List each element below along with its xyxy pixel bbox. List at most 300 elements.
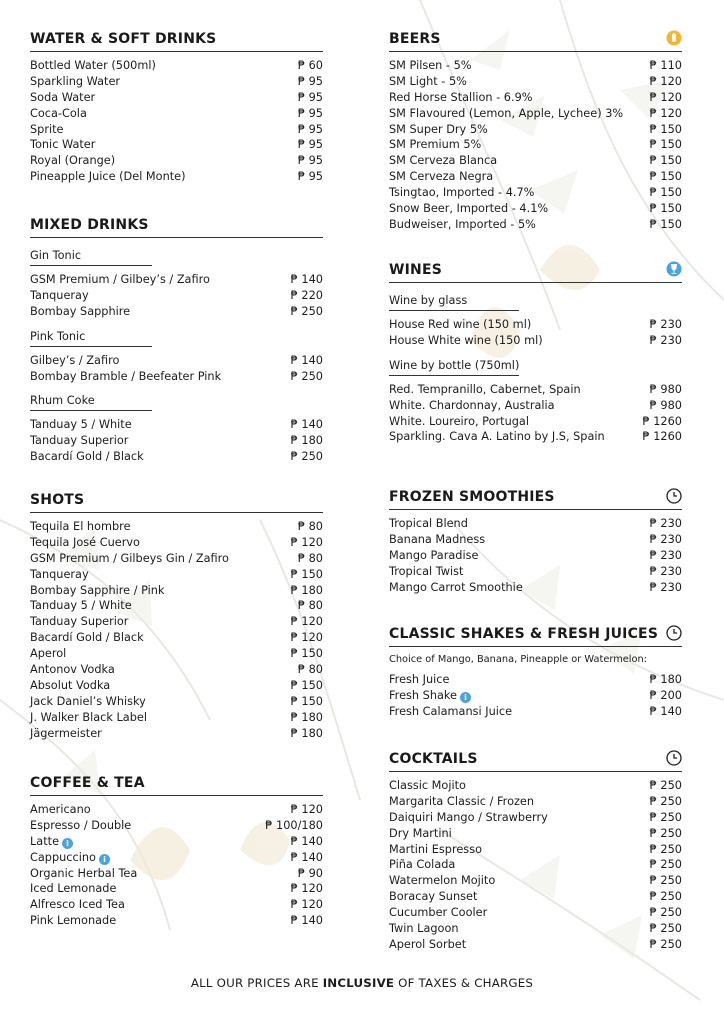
menu-item-name <box>30 567 89 583</box>
menu-item <box>30 710 323 726</box>
menu-item <box>389 889 682 905</box>
menu-item-name <box>389 794 534 810</box>
menu-item-name <box>389 580 523 596</box>
menu-item-name <box>30 818 131 834</box>
menu-item-name-text: Tanduay Superior <box>30 615 129 629</box>
menu-item-price: ₱ 95 <box>297 170 323 184</box>
menu-item-name <box>389 153 497 169</box>
menu-item-price: ₱ 120 <box>290 803 323 816</box>
menu-item-price: ₱ 1260 <box>642 430 682 444</box>
menu-item-name-text: Red Horse Stallion - 6.9% <box>389 90 533 104</box>
menu-item-name <box>30 913 116 929</box>
group-spacer <box>389 445 682 450</box>
menu-item-name <box>30 153 115 169</box>
menu-item-name <box>389 889 477 905</box>
menu-item-price: ₱ 250 <box>649 779 682 792</box>
group-spacer <box>30 465 323 470</box>
section-title <box>389 261 682 279</box>
menu-item-name-text: Cucumber Cooler <box>389 906 488 920</box>
menu-item-name <box>30 866 137 882</box>
menu-item <box>30 417 323 433</box>
menu-item-name <box>30 834 73 850</box>
info-icon: i <box>99 854 110 865</box>
menu-item-name <box>30 726 102 742</box>
info-icon: i <box>62 838 73 849</box>
section-divider <box>30 795 323 796</box>
menu-item-price: ₱ 180 <box>290 434 323 448</box>
menu-item-name-text: Bottled Water (500ml) <box>30 59 156 72</box>
menu-item <box>30 122 323 138</box>
menu-item-price: ₱ 1260 <box>642 414 682 428</box>
menu-item-name <box>389 516 468 532</box>
menu-item <box>389 688 682 704</box>
menu-item-name <box>30 74 120 90</box>
menu-item-price: ₱ 100/180 <box>265 818 323 832</box>
clock-icon <box>666 625 682 641</box>
menu-item-price: ₱ 150 <box>290 694 323 708</box>
menu-item <box>30 897 323 913</box>
menu-item-name-text: Tequila José Cuervo <box>30 535 140 549</box>
item-list <box>30 802 323 929</box>
menu-item-price: ₱ 150 <box>649 154 682 168</box>
menu-item-name <box>389 810 548 826</box>
menu-item <box>30 58 323 74</box>
menu-item-name-text: Fresh Juice <box>389 673 450 686</box>
section-divider <box>389 646 682 647</box>
section-divider <box>30 237 323 238</box>
menu-item <box>30 551 323 567</box>
menu-item-name <box>30 897 125 913</box>
subgroup-header <box>389 289 682 311</box>
menu-item-name <box>30 169 186 185</box>
menu-item-price: ₱ 95 <box>297 138 323 152</box>
menu-item-price: ₱ 250 <box>649 842 682 856</box>
grouped-item-list <box>389 289 682 450</box>
menu-item <box>30 630 323 646</box>
section-divider <box>389 282 682 283</box>
menu-item-price: ₱ 140 <box>290 834 323 848</box>
menu-item-name-text: J. Walker Black Label <box>30 710 147 724</box>
subgroup-label: Rhum Coke <box>30 394 95 408</box>
menu-item-price: ₱ 150 <box>649 122 682 136</box>
menu-item-price: ₱ 120 <box>649 74 682 88</box>
menu-item <box>389 937 682 953</box>
subgroup-label: Pink Tonic <box>30 329 86 343</box>
menu-item <box>389 672 682 688</box>
menu-item-name-text: Tanqueray <box>30 288 89 302</box>
menu-item-name-text: Tropical Blend <box>389 517 468 530</box>
menu-item-price: ₱ 250 <box>649 937 682 951</box>
menu-item-name <box>389 74 467 90</box>
menu-item-name-text: Absolut Vodka <box>30 678 111 692</box>
menu-item-name-text: White. Loureiro, Portugal <box>389 414 529 428</box>
menu-item <box>30 272 323 288</box>
menu-item <box>389 921 682 937</box>
menu-item-price: ₱ 180 <box>290 726 323 740</box>
menu-item-name <box>30 90 95 106</box>
menu-item <box>389 429 682 445</box>
menu-item-price: ₱ 150 <box>290 647 323 661</box>
menu-item-price: ₱ 230 <box>649 564 682 578</box>
menu-item <box>30 866 323 882</box>
menu-item-name <box>389 58 472 74</box>
menu-item-name-text: Margarita Classic / Frozen <box>389 794 535 808</box>
menu-item-price: ₱ 180 <box>290 583 323 597</box>
menu-item-price: ₱ 140 <box>290 353 323 367</box>
menu-item-price: ₱ 140 <box>290 273 323 286</box>
menu-item-name <box>30 272 210 288</box>
menu-item-name <box>389 169 493 185</box>
menu-item-price: ₱ 140 <box>290 850 323 864</box>
subgroup-header <box>389 354 682 376</box>
menu-item <box>389 905 682 921</box>
menu-item-name <box>389 672 449 688</box>
menu-item-price: ₱ 120 <box>290 535 323 549</box>
menu-item <box>30 881 323 897</box>
menu-item-price: ₱ 140 <box>290 914 323 928</box>
section-title-text: CLASSIC SHAKES & FRESH JUICES <box>389 626 659 642</box>
item-list <box>389 58 682 233</box>
menu-item-price: ₱ 95 <box>297 74 323 88</box>
menu-item-price: ₱ 250 <box>290 369 323 383</box>
menu-item-name-text: Pineapple Juice (Del Monte) <box>30 170 186 184</box>
menu-item-name <box>389 873 495 889</box>
water-soft-drinks-section <box>30 30 323 185</box>
menu-item-name <box>389 106 623 122</box>
menu-item <box>389 169 682 185</box>
menu-item <box>30 137 323 153</box>
menu-item-name <box>389 201 548 217</box>
menu-item <box>30 802 323 818</box>
section-divider <box>389 509 682 510</box>
menu-item <box>30 353 323 369</box>
menu-item-name <box>30 802 91 818</box>
menu-item-price: ₱ 80 <box>297 599 323 613</box>
menu-item-name <box>30 519 131 535</box>
menu-item-name <box>389 90 533 106</box>
menu-item-price: ₱ 140 <box>649 704 682 718</box>
clock-icon <box>666 488 682 504</box>
menu-item <box>389 842 682 858</box>
menu-item-name-text: House White wine (150 ml) <box>389 333 543 347</box>
menu-item-price: ₱ 230 <box>649 517 682 530</box>
menu-item-price: ₱ 150 <box>649 186 682 200</box>
menu-item-name-text: SM Premium 5% <box>389 138 482 152</box>
menu-item-name-text: White. Chardonnay, Australia <box>389 398 555 412</box>
item-list <box>30 519 323 741</box>
section-title <box>389 750 682 768</box>
menu-item-price: ₱ 250 <box>649 874 682 888</box>
menu-item <box>30 818 323 834</box>
menu-item-name-text: Fresh Calamansi Juice <box>389 704 513 718</box>
menu-item <box>389 398 682 414</box>
menu-item-name-text: Tequila El hombre <box>30 520 131 533</box>
menu-item-price: ₱ 150 <box>649 217 682 231</box>
menu-item-name <box>389 185 534 201</box>
menu-item-name <box>389 217 536 233</box>
menu-item-name-text: Bombay Sapphire <box>30 304 131 318</box>
menu-item-price: ₱ 80 <box>297 520 323 533</box>
menu-item <box>30 662 323 678</box>
menu-item-price: ₱ 250 <box>649 794 682 808</box>
menu-item-name <box>30 551 229 567</box>
menu-item <box>389 414 682 430</box>
menu-item-name <box>389 548 478 564</box>
menu-item-name-text: Soda Water <box>30 90 96 104</box>
shakes-juices-section <box>389 625 682 720</box>
menu-item-name <box>30 288 89 304</box>
menu-item <box>30 913 323 929</box>
menu-item <box>389 810 682 826</box>
info-icon: i <box>460 692 471 703</box>
mixed-drinks-section <box>30 216 323 470</box>
menu-item-name-text: Iced Lemonade <box>30 882 117 896</box>
menu-item <box>30 433 323 449</box>
menu-item-name-text: Espresso / Double <box>30 818 132 832</box>
menu-item-name-text: House Red wine (150 ml) <box>389 318 532 331</box>
menu-item-name <box>30 106 87 122</box>
menu-item <box>389 185 682 201</box>
menu-item <box>389 74 682 90</box>
menu-item-name <box>30 598 132 614</box>
menu-item-name-text: Budweiser, Imported - 5% <box>389 217 536 231</box>
section-title-text: FROZEN SMOOTHIES <box>389 489 555 505</box>
menu-item <box>30 583 323 599</box>
menu-item <box>30 850 323 866</box>
menu-item-name <box>30 353 119 369</box>
menu-item <box>30 449 323 465</box>
menu-item-name <box>30 646 66 662</box>
menu-item-name <box>30 614 128 630</box>
menu-item-price: ₱ 110 <box>649 59 682 72</box>
menu-item <box>30 288 323 304</box>
menu-item-name-text: Mango Paradise <box>389 548 479 562</box>
footer-text-end: OF TAXES & CHARGES <box>394 976 534 990</box>
menu-item-name-text: Snow Beer, Imported - 4.1% <box>389 202 549 216</box>
menu-item-name-text: Daiquiri Mango / Strawberry <box>389 810 548 824</box>
menu-item-name-text: Boracay Sunset <box>389 890 478 904</box>
menu-item <box>389 333 682 349</box>
menu-item-price: ₱ 120 <box>649 90 682 104</box>
menu-item <box>389 106 682 122</box>
menu-item-price: ₱ 230 <box>649 333 682 347</box>
subgroup-divider <box>30 410 152 411</box>
menu-item-price: ₱ 95 <box>297 122 323 136</box>
menu-item-price: ₱ 250 <box>290 304 323 318</box>
subgroup-label: Gin Tonic <box>30 249 82 262</box>
menu-item-name-text: Tanduay Superior <box>30 434 129 448</box>
menu-item-price: ₱ 90 <box>297 866 323 880</box>
menu-item-name <box>389 842 482 858</box>
menu-item-price: ₱ 150 <box>649 170 682 184</box>
menu-item-name <box>389 137 481 153</box>
menu-item-price: ₱ 230 <box>649 580 682 594</box>
menu-item-price: ₱ 230 <box>649 548 682 562</box>
menu-item <box>389 382 682 398</box>
menu-item-name-text: Piña Colada <box>389 858 456 872</box>
menu-item-name-text: SM Light - 5% <box>389 74 467 88</box>
menu-item-name <box>389 122 488 138</box>
section-title: SHOTS <box>30 492 85 508</box>
section-title-text: WINES <box>389 262 443 278</box>
menu-item-name <box>30 137 95 153</box>
menu-item <box>389 794 682 810</box>
menu-item <box>389 153 682 169</box>
menu-item-name-text: Sprite <box>30 122 64 136</box>
menu-item <box>389 580 682 596</box>
menu-item-name-text: Bacardí Gold / Black <box>30 631 144 645</box>
menu-item-name-text: Coca-Cola <box>30 106 87 120</box>
menu-item <box>30 646 323 662</box>
menu-item-name <box>30 662 115 678</box>
menu-item <box>30 369 323 385</box>
menu-item-name <box>30 535 140 551</box>
menu-item <box>30 834 323 850</box>
wines-section <box>389 261 682 450</box>
menu-item-price: ₱ 140 <box>290 418 323 432</box>
item-list <box>389 516 682 595</box>
menu-item <box>30 598 323 614</box>
menu-item-price: ₱ 120 <box>290 882 323 896</box>
subgroup-divider <box>389 310 519 311</box>
section-title <box>389 625 682 643</box>
menu-item-name <box>389 317 531 333</box>
menu-item-name <box>30 417 132 433</box>
menu-item-name-text: Jägermeister <box>30 726 102 740</box>
item-list <box>30 58 323 185</box>
menu-item-name-text: SM Flavoured (Lemon, Apple, Lychee) 3% <box>389 106 624 120</box>
menu-item <box>389 90 682 106</box>
menu-item <box>30 678 323 694</box>
menu-item-name-text: Tanduay 5 / White <box>30 599 132 613</box>
menu-item-price: ₱ 120 <box>290 898 323 912</box>
clock-icon <box>666 750 682 766</box>
section-title-text: COCKTAILS <box>389 751 478 767</box>
subgroup-header <box>30 389 323 411</box>
menu-item-price: ₱ 95 <box>297 154 323 168</box>
menu-item <box>30 90 323 106</box>
menu-item-price: ₱ 120 <box>649 106 682 120</box>
menu-item <box>389 201 682 217</box>
section-title <box>389 488 682 506</box>
menu-item-price: ₱ 250 <box>649 826 682 840</box>
menu-item-name-text: Banana Madness <box>389 532 486 546</box>
menu-item <box>389 58 682 74</box>
menu-item-name-text: SM Cerveza Negra <box>389 170 494 184</box>
menu-item-name-text: Watermelon Mojito <box>389 874 496 888</box>
menu-item-price: ₱ 250 <box>290 450 323 464</box>
menu-item-name <box>30 583 165 599</box>
menu-item-name <box>30 694 146 710</box>
menu-item-name <box>389 826 452 842</box>
menu-item <box>30 153 323 169</box>
menu-item-name <box>389 414 529 430</box>
section-divider <box>30 51 323 52</box>
item-list <box>389 672 682 720</box>
menu-item-price: ₱ 220 <box>290 288 323 302</box>
subgroup-label: Wine by bottle (750ml) <box>389 358 520 372</box>
menu-item-price: ₱ 150 <box>290 678 323 692</box>
menu-item <box>389 122 682 138</box>
menu-item-price: ₱ 150 <box>290 567 323 581</box>
subgroup-divider <box>30 265 152 266</box>
menu-item-name-text: Organic Herbal Tea <box>30 866 138 880</box>
menu-item-name <box>389 778 466 794</box>
menu-item-name-text: Bombay Sapphire / Pink <box>30 583 165 597</box>
menu-item-name-text: Tropical Twist <box>389 564 464 578</box>
menu-item <box>389 564 682 580</box>
menu-item-name-text: SM Cerveza Blanca <box>389 154 498 168</box>
menu-item-name-text: Latte <box>30 834 60 848</box>
section-divider <box>389 771 682 772</box>
menu-item-name-text: Cappuccino <box>30 850 96 864</box>
menu-item-name <box>389 688 471 704</box>
section-title: WATER & SOFT DRINKS <box>30 31 217 47</box>
menu-item-name <box>30 58 156 74</box>
cocktails-section <box>389 750 682 953</box>
menu-item-name-text: Jack Daniel’s Whisky <box>30 694 146 708</box>
menu-item-price: ₱ 180 <box>290 710 323 724</box>
menu-item <box>389 548 682 564</box>
menu-item <box>30 519 323 535</box>
menu-item <box>30 535 323 551</box>
menu-item <box>389 532 682 548</box>
menu-item-name <box>389 905 487 921</box>
menu-item <box>30 567 323 583</box>
menu-item-name <box>30 449 144 465</box>
menu-item-name-text: SM Pilsen - 5% <box>389 59 472 72</box>
menu-item-name <box>30 369 221 385</box>
section-divider <box>389 51 682 52</box>
menu-item-price: ₱ 60 <box>297 59 323 72</box>
section-title: COFFEE & TEA <box>30 775 145 791</box>
choice-note: Choice of Mango, Banana, Pineapple or Watermelon: <box>389 654 648 665</box>
footer-text-start: ALL OUR PRICES ARE <box>190 976 323 990</box>
menu-item-name <box>389 704 512 720</box>
menu-item-price: ₱ 180 <box>649 673 682 686</box>
menu-item-name <box>30 433 128 449</box>
menu-item-name-text: Tanqueray <box>30 567 89 581</box>
menu-item-name <box>389 857 455 873</box>
price-footer-note <box>0 976 724 990</box>
menu-item-price: ₱ 250 <box>649 858 682 872</box>
menu-item <box>389 873 682 889</box>
menu-item-name-text: Fresh Shake <box>389 688 458 702</box>
menu-item-name <box>389 398 555 414</box>
menu-item <box>30 694 323 710</box>
menu-item-name <box>389 429 605 445</box>
menu-item-name-text: Classic Mojito <box>389 779 466 792</box>
beers-section <box>389 30 682 233</box>
menu-item-name-text: Sparkling Water <box>30 74 121 88</box>
menu-item <box>389 778 682 794</box>
menu-item-price: ₱ 230 <box>649 532 682 546</box>
menu-item-name-text: Alfresco Iced Tea <box>30 898 125 912</box>
menu-item-name-text: Antonov Vodka <box>30 663 115 677</box>
menu-item-name-text: Tsingtao, Imported - 4.7% <box>389 186 535 200</box>
menu-item-name-text: Tanduay 5 / White <box>30 418 132 432</box>
menu-item-name-text: Aperol <box>30 647 67 661</box>
menu-item-price: ₱ 80 <box>297 551 323 565</box>
menu-item <box>389 137 682 153</box>
subgroup-header <box>30 244 323 266</box>
wine-badge-icon <box>666 261 682 277</box>
menu-item-name-text: Mango Carrot Smoothie <box>389 580 523 594</box>
menu-item-price: ₱ 150 <box>649 138 682 152</box>
menu-item-name-text: GSM Premium / Gilbey’s / Zafiro <box>30 273 210 286</box>
section-title <box>389 30 682 48</box>
menu-item-price: ₱ 80 <box>297 663 323 677</box>
